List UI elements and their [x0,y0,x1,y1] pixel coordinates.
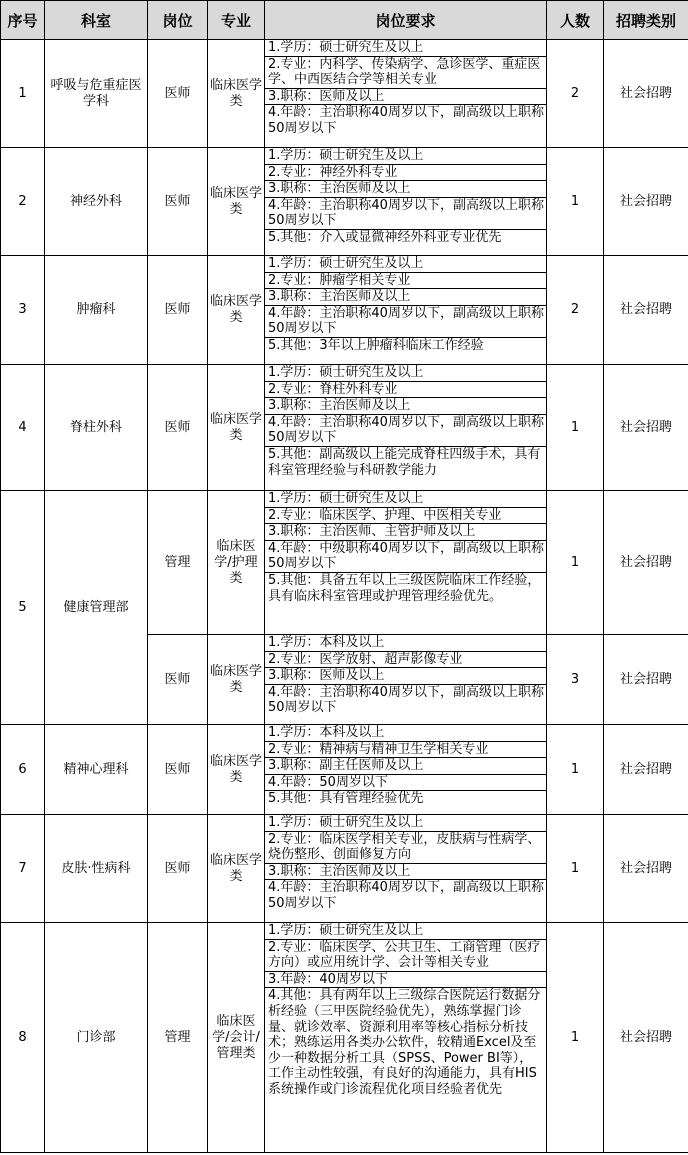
row-post: 医师 [148,256,208,365]
row-requirements [265,148,547,256]
row-count: 1 [547,725,604,815]
row-type: 社会招聘 [604,923,688,1153]
row-type: 社会招聘 [604,256,688,365]
requirement-line: 1.学历：硕士研究生及以上 [265,256,546,273]
row-dept: 门诊部 [45,923,148,1153]
header-post: 岗位 [148,1,208,40]
requirement-line: 3.职称：医师及以上 [265,668,546,685]
row-type: 社会招聘 [604,148,688,256]
requirement-line: 2.专业：临床医学、公共卫生、工商管理（医疗方向）或应用统计学、会计等相关专业 [265,940,546,972]
header-row [1,1,688,40]
requirement-line: 4.年龄：主治职称40周岁以下，副高级以上职称50周岁以下 [268,105,544,136]
requirement-line: 1.学历：硕士研究生及以上 [265,923,546,940]
requirement-line: 5.其他：具备五年以上三级医院临床工作经验，具有临床科室管理或护理管理经验优先。 [268,572,541,604]
table-row [1,148,688,256]
row-count: 1 [547,148,604,256]
row-post: 医师 [148,40,208,148]
requirement-line: 4.年龄：主治职称40周岁以下，副高级以上职称50周岁以下 [265,306,546,338]
requirement-line: 4.年龄：主治职称40周岁以下，副高级以上职称50周岁以下 [265,198,546,230]
row-type: 社会招聘 [604,725,688,815]
row-post: 医师 [148,725,208,815]
requirement-line: 4.年龄：主治职称40周岁以下，副高级以上职称50周岁以下 [268,684,544,716]
header-count: 人数 [547,1,604,40]
requirement-line: 2.专业：临床医学相关专业，皮肤病与性病学、烧伤整形、创面修复方向 [265,832,546,864]
requirement-line: 4.年龄：50周岁以下 [265,775,546,792]
row-no: 7 [1,815,45,923]
requirement-line: 3.职称：主治医师及以上 [265,289,546,306]
table-row [1,815,688,923]
requirement-line: 5.其他：具有管理经验优先 [268,791,424,807]
row-post: 医师 [148,635,208,725]
header-type: 招聘类别 [604,1,688,40]
row-major: 临床医学类 [208,725,265,815]
row-requirements [265,491,547,635]
row-no: 3 [1,256,45,365]
row-requirements [265,256,547,365]
row-no: 1 [1,40,45,148]
row-dept: 健康管理部 [45,491,148,725]
row-major: 临床医学类 [208,365,265,491]
row-post: 管理 [148,923,208,1153]
requirement-line: 4.年龄：主治职称40周岁以下，副高级以上职称50周岁以下 [268,880,544,911]
header-major: 专业 [208,1,265,40]
header-no: 序号 [1,1,45,40]
row-type: 社会招聘 [604,491,688,635]
header-dept: 科室 [45,1,148,40]
requirement-line: 3.职称：主治医师及以上 [265,864,546,881]
requirement-line: 3.职称：主治医师及以上 [265,181,546,198]
row-dept: 呼吸与危重症医学科 [45,40,148,148]
requirement-line: 3.职称：医师及以上 [265,89,546,106]
table-row [1,40,688,148]
requirement-line: 2.专业：内科学、传染病学、急诊医学、重症医学、中西医结合学等相关专业 [265,57,546,89]
row-major: 临床医学类 [208,148,265,256]
row-no: 8 [1,923,45,1153]
requirement-line: 1.学历：硕士研究生及以上 [265,148,546,165]
row-count: 3 [547,635,604,725]
requirement-line: 3.职称：副主任医师及以上 [265,758,546,775]
table-row [1,491,688,635]
requirement-line: 3.年龄：40周岁以下 [265,972,546,989]
row-count: 1 [547,815,604,923]
table-row [1,365,688,491]
row-dept: 精神心理科 [45,725,148,815]
requirement-line: 2.专业：神经外科专业 [265,165,546,182]
table-row [1,725,688,815]
requirement-line: 3.职称：主治医师、主管护师及以上 [265,524,546,541]
table-row [1,923,688,1153]
row-post: 管理 [148,491,208,635]
row-dept: 脊柱外科 [45,365,148,491]
row-post: 医师 [148,365,208,491]
requirement-line: 5.其他：副高级以上能完成脊柱四级手术，具有科室管理经验与科研教学能力 [268,446,541,478]
row-requirements [265,635,547,725]
requirement-line: 4.年龄：中级职称40周岁以下，副高级以上职称50周岁以下 [265,541,546,573]
row-dept: 肿瘤科 [45,256,148,365]
row-type: 社会招聘 [604,365,688,491]
row-major: 临床医学类 [208,815,265,923]
requirement-line: 1.学历：本科及以上 [265,635,546,652]
row-requirements [265,923,547,1153]
row-major: 临床医学/护理类 [208,491,265,635]
row-count: 1 [547,491,604,635]
requirement-line: 3.职称：主治医师及以上 [265,398,546,415]
requirement-line: 1.学历：硕士研究生及以上 [265,815,546,832]
row-dept: 神经外科 [45,148,148,256]
requirement-line: 2.专业：临床医学、护理、中医相关专业 [265,508,546,525]
row-post: 医师 [148,815,208,923]
requirement-line: 2.专业：脊柱外科专业 [265,382,546,399]
requirement-line: 2.专业：医学放射、超声影像专业 [265,652,546,669]
row-no: 2 [1,148,45,256]
row-type: 社会招聘 [604,40,688,148]
row-type: 社会招聘 [604,635,688,725]
row-type: 社会招聘 [604,815,688,923]
header-req: 岗位要求 [265,1,547,40]
row-major: 临床医学类 [208,40,265,148]
requirement-line: 2.专业：精神病与精神卫生学相关专业 [265,742,546,759]
row-requirements [265,40,547,148]
requirement-line: 5.其他：介入或显微神经外科亚专业优先 [268,229,502,245]
requirement-line: 1.学历：硕士研究生及以上 [265,491,546,508]
row-count: 2 [547,256,604,365]
row-requirements [265,365,547,491]
requirement-line: 1.学历：硕士研究生及以上 [265,40,546,57]
row-requirements [265,725,547,815]
requirement-line: 4.年龄：主治职称40周岁以下，副高级以上职称50周岁以下 [265,415,546,447]
row-major: 临床医学类 [208,256,265,365]
row-count: 1 [547,365,604,491]
requirement-line: 1.学历：硕士研究生及以上 [265,365,546,382]
row-requirements [265,815,547,923]
requirement-line: 2.专业：肿瘤学相关专业 [265,273,546,290]
row-major: 临床医学/会计/管理类 [208,923,265,1153]
requirement-line: 5.其他：3年以上肿瘤科临床工作经验 [268,337,484,353]
table-row [1,256,688,365]
row-post: 医师 [148,148,208,256]
row-no: 6 [1,725,45,815]
row-major: 临床医学类 [208,635,265,725]
row-no: 5 [1,491,45,725]
row-dept: 皮肤·性病科 [45,815,148,923]
row-no: 4 [1,365,45,491]
requirement-line: 1.学历：本科及以上 [265,725,546,742]
requirement-line: 4.其他：具有两年以上三级综合医院运行数据分析经验（三甲医院经验优先），熟练掌握门诊量、就诊效率、资源利用率等核心指标分析技术；熟练运用各类办公软件，较精通Excel及至少一种数据分析工具（SPSS、Power BI等），工作主动性较强，有良好的沟通能力，具有HIS系统操作或门诊流程优化项目经验者优先 [268,988,541,1097]
row-count: 2 [547,40,604,148]
row-count: 1 [547,923,604,1153]
